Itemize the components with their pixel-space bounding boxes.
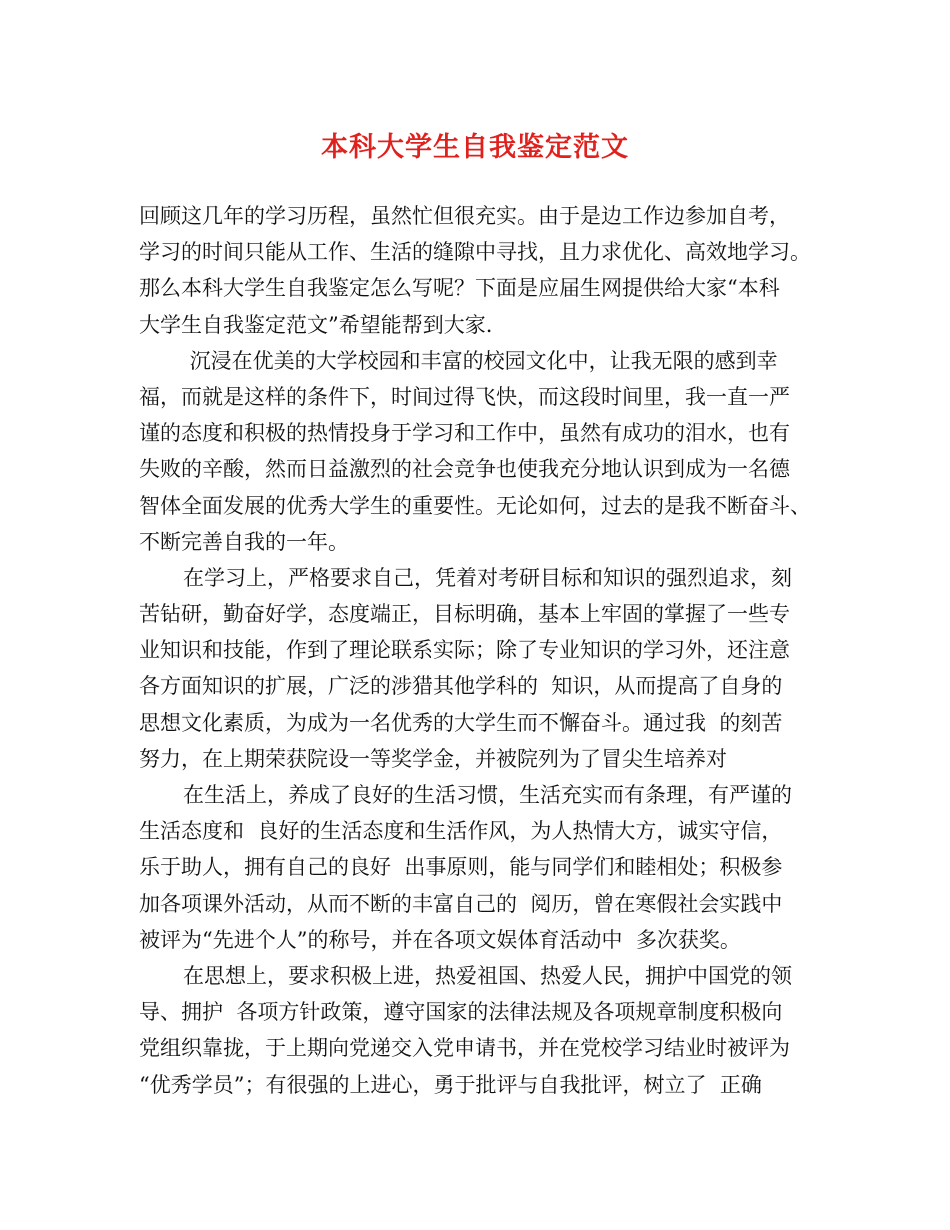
text-line: 不断完善自我的一年。 [139, 529, 349, 554]
text-line: 努力，在上期荣获院设一等奖学金，并被院列为了冒尖生培养对 [139, 746, 727, 771]
text-line: 在生活上，养成了良好的生活习惯，生活充实而有条理，有严谨的 [183, 783, 792, 807]
text-line: “优秀学员”；有很强的上进心，勇于批评与自我批评，树立了 正确 [139, 1072, 762, 1097]
text-line: 失败的辛酸，然而日益激烈的社会竞争也使我充分地认识到成为一名德 [139, 457, 790, 482]
text-line: 加各项课外活动，从而不断的丰富自己的 阅历，曾在寒假社会实践中 [139, 891, 783, 916]
text-line: 在学习上，严格要求自己，凭着对考研目标和知识的强烈追求，刻 [183, 565, 792, 590]
text-line: 谨的态度和积极的热情投身于学习和工作中，虽然有成功的泪水，也有 [139, 421, 790, 446]
text-line: 在思想上，要求积极上进，热爱祖国、热爱人民，拥护中国党的领 [183, 963, 792, 988]
document-body [139, 198, 819, 1103]
text-line: 各方面知识的扩展，广泛的涉猎其他学科的 知识，从而提高了自身的 [139, 674, 783, 699]
text-line: 业知识和技能，作到了理论联系实际；除了专业知识的学习外，还注意 [139, 638, 790, 663]
text-line: 那么本科大学生自我鉴定怎么写呢？下面是应届生网提供给大家“本科 [139, 276, 780, 301]
text-line: 沉浸在优美的大学校园和丰富的校园文化中，让我无限的感到幸 [183, 348, 778, 373]
text-line: 乐于助人，拥有自己的良好 出事原则，能与同学们和睦相处；积极参 [139, 855, 783, 880]
document-title: 本科大学生自我鉴定范文 [321, 132, 629, 163]
text-line: 大学生自我鉴定范文”希望能帮到大家. [139, 312, 493, 337]
text-line: 思想文化素质，为成为一名优秀的大学生而不懈奋斗。通过我 的刻苦 [139, 710, 783, 735]
text-line: 党组织靠拢，于上期向党递交入党申请书，并在党校学习结业时被评为 [139, 1036, 790, 1061]
text-line: 回顾这几年的学习历程，虽然忙但很充实。由于是边工作边参加自考， [139, 204, 790, 228]
text-line: 苦钻研，勤奋好学，态度端正，目标明确，基本上牢固的掌握了一些专 [139, 602, 790, 627]
text-line: 被评为“先进个人”的称号，并在各项文娱体育活动中 多次获奖。 [139, 927, 741, 952]
text-line: 导、拥护 各项方针政策，遵守国家的法律法规及各项规章制度积极向 [139, 1000, 783, 1025]
text-line: 智体全面发展的优秀大学生的重要性。无论如何，过去的是我不断奋斗、 [139, 493, 811, 518]
text-line: 生活态度和 良好的生活态度和生活作风，为人热情大方，诚实守信， [139, 819, 783, 844]
text-line: 福，而就是这样的条件下，时间过得飞快，而这段时间里，我一直一严 [139, 384, 790, 409]
text-line: 学习的时间只能从工作、生活的缝隙中寻找，且力求优化、高效地学习。 [139, 240, 811, 265]
